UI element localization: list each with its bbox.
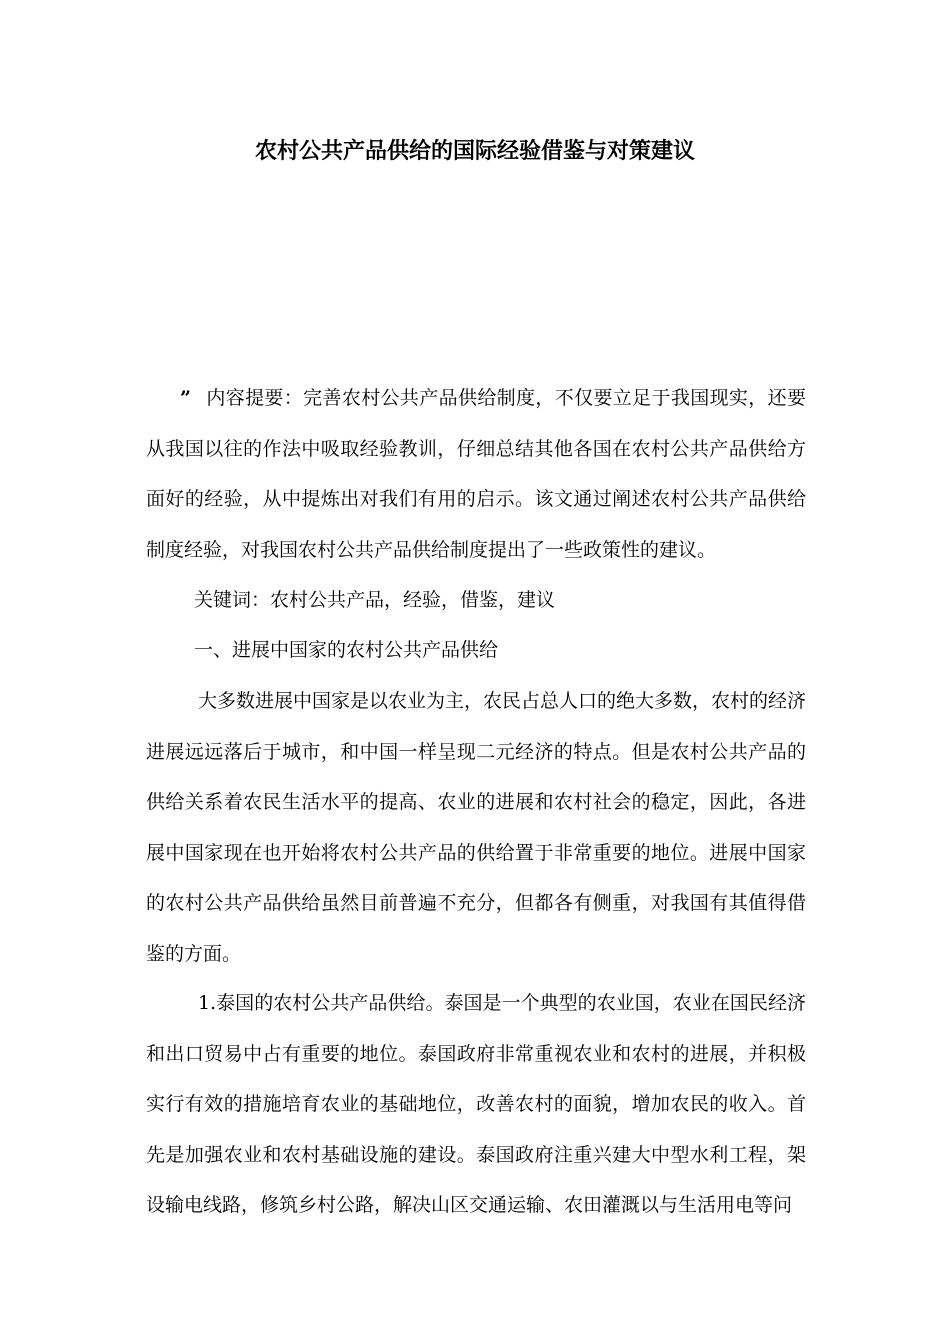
body-paragraph: 大多数进展中国家是以农业为主，农民占总人口的绝大多数，农村的经济进展远远落后于城市，和中国一样呈现二元经济的特点。但是农村公共产品的供给关系着农民生活水平的提高、农业的进展和农村社会的稳定，因此，各进展中国家现在也开始将农村公共产品的供给置于非常重要的地位。进展中国家的农村公共产品供给虽然目前普遍不充分，但都各有侧重，对我国有其值得借鉴的方面。 [146, 690, 807, 965]
body-paragraph: 1.泰国的农村公共产品供给。泰国是一个典型的农业国，农业在国民经济和出口贸易中占有重要的地位。泰国政府非常重视农业和农村的进展，并积极实行有效的措施培育农业的基础地位，改善农村的面貌，增加农民的收入。首先是加强农业和农村基础设施的建设。泰国政府注重兴建大中型水利工程，架设输电线路，修筑乡村公路，解决山区交通运输、农田灌溉以与生活用电等问 [146, 992, 806, 1216]
keywords-line: 关键词：农村公共产品，经验，借鉴，建议 [194, 589, 556, 611]
section-heading: 一、进展中国家的农村公共产品供给 [194, 639, 499, 661]
abstract-mark: ” [180, 387, 191, 409]
document-title: 农村公共产品供给的国际经验借鉴与对策建议 [254, 138, 695, 164]
abstract-text: 内容提要：完善农村公共产品供给制度，不仅要立足于我国现实，还要从我国以往的作法中吸取经验教训，仔细总结其他各国在农村公共产品供给方面好的经验，从中提炼出对我们有用的启示。该文通过阐述农村公共产品供给制度经验，对我国农村公共产品供给制度提出了一些政策性的建议。 [146, 387, 806, 561]
abstract-paragraph [146, 373, 806, 575]
